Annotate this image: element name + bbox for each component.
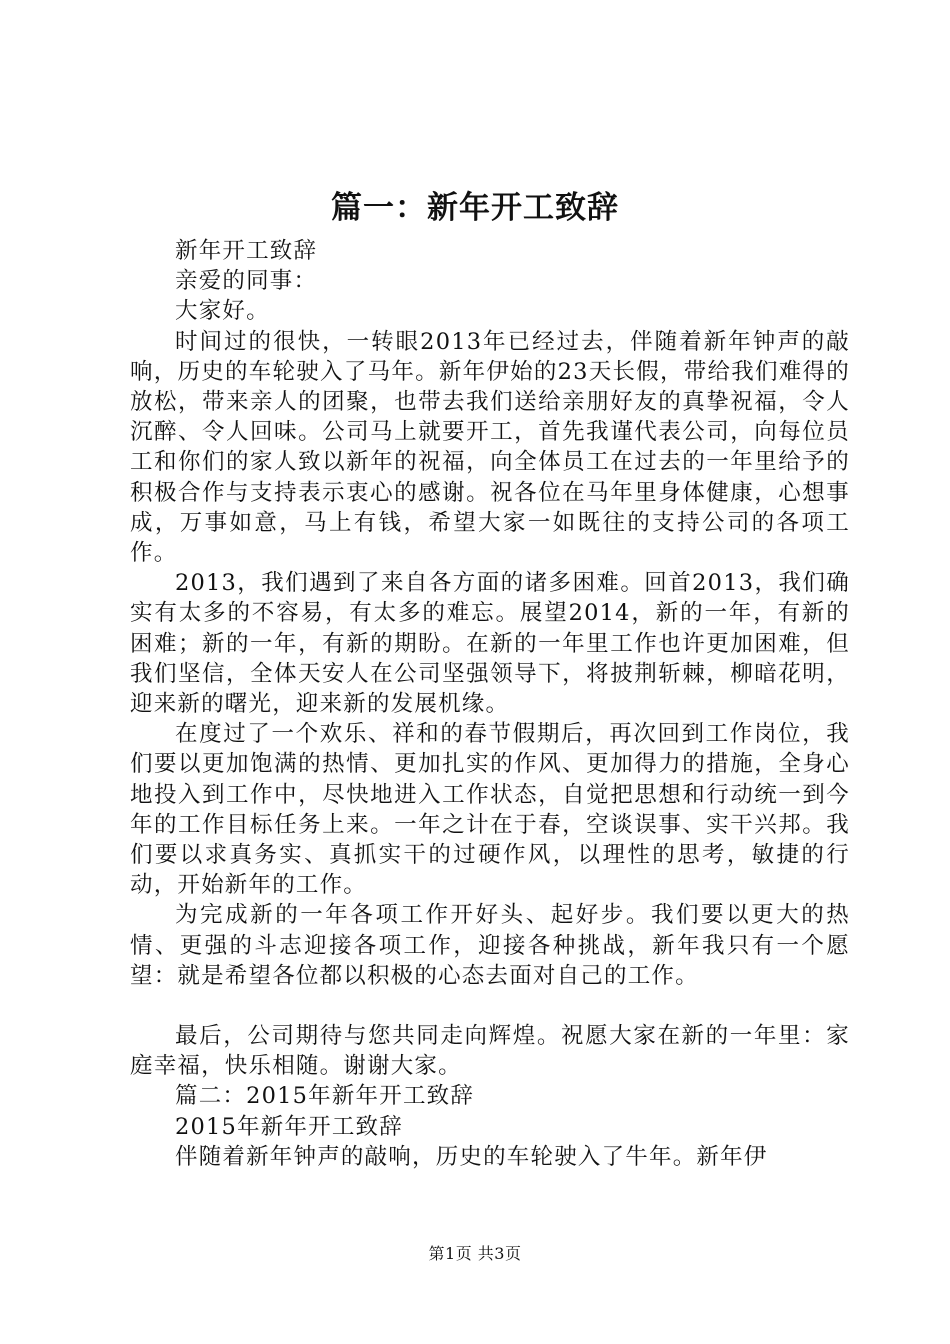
paragraph-closing: 最后，公司期待与您共同走向辉煌。祝愿大家在新的一年里：家庭幸福，快乐相随。谢谢大家。: [130, 1023, 850, 1080]
paragraph-greeting: 大家好。: [175, 298, 270, 325]
paragraph-body: 2013，我们遇到了来自各方面的诸多困难。回首2013，我们确实有太多的不容易，有太多的难忘。展望2014，新的一年，有新的困难；新的一年，有新的期盼。在新的一年里工作也许更加困难，但我们坚信，全体天安人在公司坚强领导下，将披荆斩棘，柳暗花明，迎来新的曙光，迎来新的发展机缘。: [130, 570, 850, 718]
paragraph-subheading: 2015年新年开工致辞: [175, 1113, 403, 1140]
paragraph-body: 为完成新的一年各项工作开好头、起好步。我们要以更大的热情、更强的斗志迎接各项工作，迎接各种挑战，新年我只有一个愿望：就是希望各位都以积极的心态去面对自己的工作。: [130, 902, 850, 989]
document-body: [130, 236, 850, 1172]
paragraph-body: 在度过了一个欢乐、祥和的春节假期后，再次回到工作岗位，我们要以更加饱满的热情、更加扎实的作风、更加得力的措施，全身心地投入到工作中，尽快地进入工作状态，自觉把思想和行动统一到今年的工作目标任务上来。一年之计在于春，空谈误事、实干兴邦。我们要以求真务实、真抓实干的过硬作风，以理性的思考，敏捷的行动，开始新年的工作。: [130, 721, 850, 899]
paragraph-body: 伴随着新年钟声的敲响，历史的车轮驶入了牛年。新年伊: [175, 1143, 768, 1170]
paragraph-heading: 新年开工致辞: [175, 238, 318, 264]
document-title: 篇一：新年开工致辞: [331, 190, 619, 226]
page-footer: 第1页 共3页: [428, 1244, 522, 1263]
paragraph-section-heading: 篇二：2015年新年开工致辞: [175, 1083, 475, 1110]
paragraph-body: 时间过的很快，一转眼2013年已经过去，伴随着新年钟声的敲响，历史的车轮驶入了马年。新年伊始的23天长假，带给我们难得的放松，带来亲人的团聚，也带去我们送给亲朋好友的真挚祝福，令人沉醉、令人回味。公司马上就要开工，首先我谨代表公司，向每位员工和你们的家人致以新年的祝福，向全体员工在过去的一年里给予的积极合作与支持表示衷心的感谢。祝各位在马年里身体健康，心想事成，万事如意，马上有钱，希望大家一如既往的支持公司的各项工作。: [130, 328, 850, 567]
paragraph-salutation: 亲爱的同事：: [175, 268, 318, 295]
